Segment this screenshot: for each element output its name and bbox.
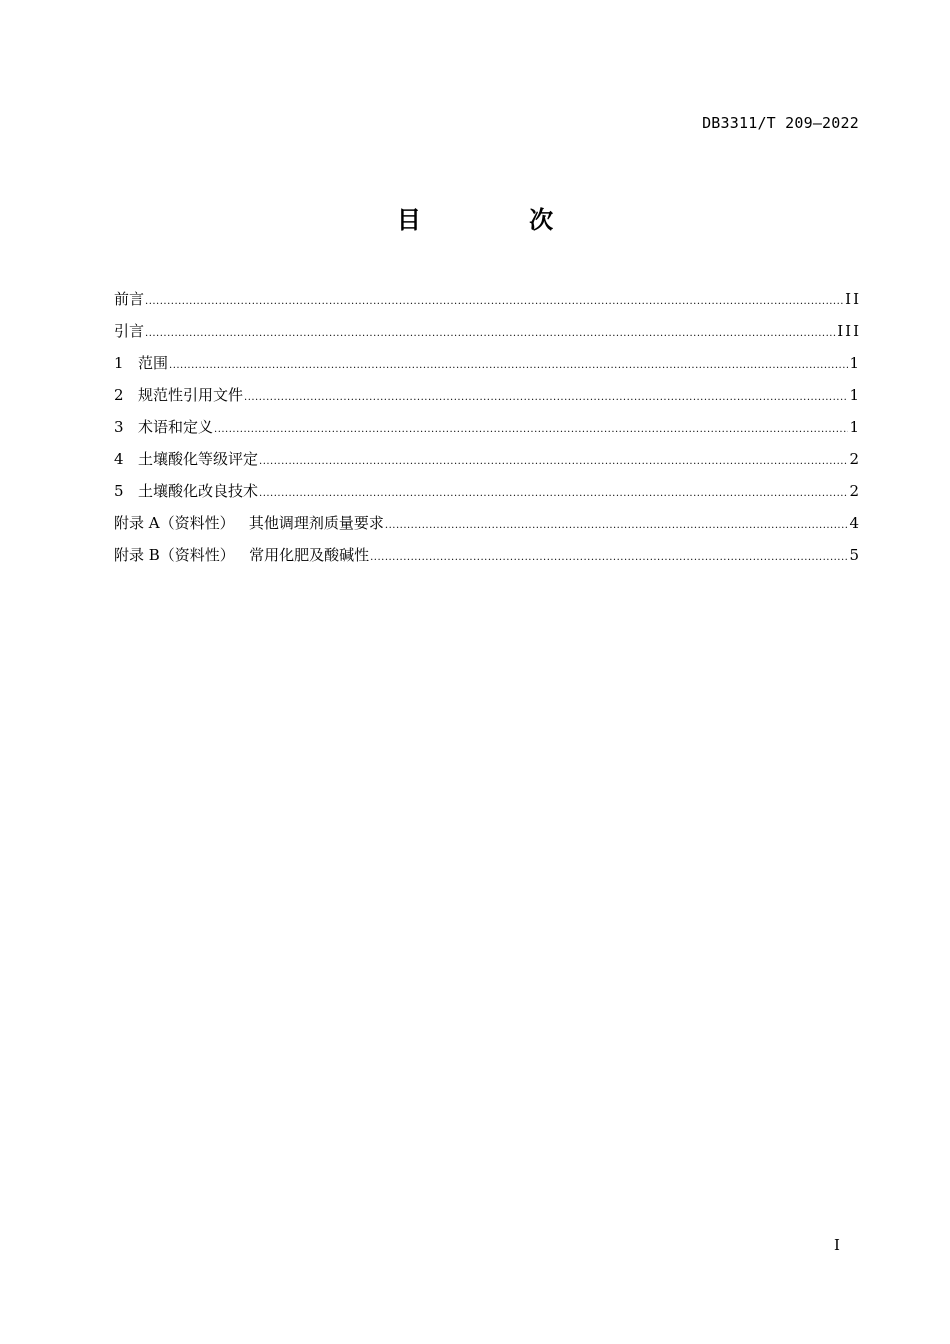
toc-entry-page: III [837, 322, 861, 340]
toc-entry-appendix-a[interactable] [114, 512, 859, 544]
toc-entry-page: 2 [849, 482, 861, 500]
toc-entry-label: 土壤酸化等级评定 [138, 450, 259, 468]
toc-entry-appendix-b[interactable] [114, 544, 859, 576]
page-title: 目 次 [396, 206, 604, 234]
toc-leader-dots [145, 323, 836, 345]
toc-leader-dots [259, 451, 848, 473]
page-number: I [834, 1236, 840, 1254]
toc-entry-label: 附录 B（资料性） 常用化肥及酸碱性 [114, 546, 370, 564]
toc-entry-label: 土壤酸化改良技术 [138, 482, 259, 500]
toc-entry-label: 术语和定义 [138, 418, 214, 436]
toc-entry-label: 规范性引用文件 [138, 386, 244, 404]
toc-entry-label: 前言 [114, 290, 145, 308]
table-of-contents [114, 288, 859, 576]
toc-leader-dots [145, 291, 844, 313]
toc-entry-number: 2 [114, 386, 124, 404]
toc-entry-normative-references[interactable] [114, 384, 859, 416]
toc-entry-page: 4 [849, 514, 861, 532]
toc-entry-number: 1 [114, 354, 124, 372]
toc-entry-page: 1 [849, 386, 861, 404]
toc-entry-page: 2 [849, 450, 861, 468]
toc-entry-label: 附录 A（资料性） 其他调理剂质量要求 [114, 514, 384, 532]
toc-leader-dots [259, 483, 848, 505]
toc-entry-number: 4 [114, 450, 124, 468]
toc-entry-scope[interactable] [114, 352, 859, 384]
toc-leader-dots [214, 419, 848, 441]
toc-entry-terms-definitions[interactable] [114, 416, 859, 448]
document-code: DB3311/T 209—2022 [702, 114, 859, 132]
toc-entry-label: 范围 [138, 354, 169, 372]
toc-entry-introduction[interactable] [114, 320, 859, 352]
toc-entry-acidification-grading[interactable] [114, 448, 859, 480]
toc-entry-number: 5 [114, 482, 124, 500]
toc-leader-dots [385, 515, 849, 537]
toc-leader-dots [169, 355, 848, 377]
toc-entry-page: 1 [849, 418, 861, 436]
toc-entry-label: 引言 [114, 322, 145, 340]
toc-entry-page: 5 [849, 546, 861, 564]
toc-leader-dots [370, 547, 848, 569]
toc-entry-page: II [845, 290, 861, 308]
toc-entry-foreword[interactable] [114, 288, 859, 320]
toc-entry-acidification-improvement[interactable] [114, 480, 859, 512]
toc-entry-number: 3 [114, 418, 124, 436]
toc-entry-page: 1 [849, 354, 861, 372]
toc-leader-dots [244, 387, 848, 409]
